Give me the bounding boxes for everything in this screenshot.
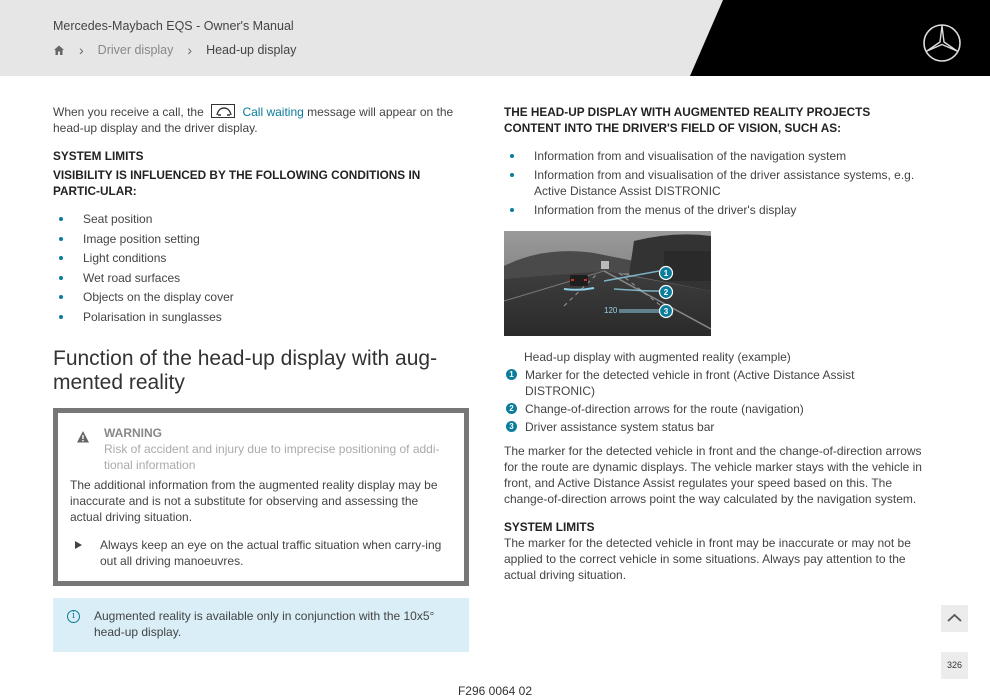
intro-text-before: When you receive a call, the [53, 105, 204, 119]
intro-paragraph [53, 104, 469, 136]
legend-text: Driver assistance system status bar [525, 420, 715, 434]
chevron-right-icon: › [79, 42, 84, 58]
conditions-list [53, 211, 469, 325]
visibility-heading: VISIBILITY IS INFLUENCED BY THE FOLLOWING CONDITIONS IN PARTIC-ULAR: [53, 168, 421, 198]
description-paragraph: The marker for the detected vehicle in front and the change-of-direction arrows for the route are dynamic displays. The vehicle marker stays with the vehicle in front, and Active Distance Assist regulates your speed based on this. The change-of-direction arrows point the way calculated by the navigation system. [504, 444, 922, 506]
warning-subtitle: Risk of accident and injury due to imprecise positioning of addi-tional information [104, 441, 440, 472]
left-column [53, 104, 469, 652]
document-title: Mercedes-Maybach EQS - Owner's Manual [53, 19, 294, 33]
warning-box [53, 408, 469, 586]
system-limits-paragraph: The marker for the detected vehicle in front may be inaccurate or may not be applied to the correct vehicle in some situations. Always pay attention to the actual driving situation. [504, 536, 911, 582]
list-item: Information from and visualisation of the navigation system [504, 148, 924, 164]
warning-action [70, 537, 450, 569]
warning-triangle-icon [76, 430, 90, 444]
image-caption: Head-up display with augmented reality (example) [524, 350, 791, 364]
phone-icon [211, 104, 235, 118]
legend-item [504, 367, 924, 399]
section-heading: Function of the head-up display with aug-mented reality [53, 346, 438, 394]
projects-list [504, 148, 924, 218]
list-item: Seat position [53, 211, 469, 227]
warning-header [70, 425, 450, 473]
warning-action-text: Always keep an eye on the actual traffic situation when carry-ing out all driving manoeuvres. [100, 537, 442, 568]
list-item: Information from the menus of the driver's display [504, 202, 924, 218]
legend-text: Change-of-direction arrows for the route (navigation) [525, 402, 804, 416]
warning-title: WARNING [104, 425, 162, 440]
image-legend [504, 367, 924, 435]
home-icon[interactable] [53, 44, 65, 56]
info-note-text: Augmented reality is available only in conjunction with the 10x5° head-up display. [94, 608, 435, 639]
chevron-right-icon: › [187, 42, 193, 58]
intro-text-after: message will appear on the head-up display and the driver display. [53, 105, 454, 135]
list-item: Polarisation in sunglasses [53, 309, 469, 325]
svg-text:2: 2 [663, 288, 669, 297]
number-badge-icon: 1 [506, 369, 517, 380]
number-badge-icon: 3 [506, 421, 517, 432]
projects-heading: THE HEAD-UP DISPLAY WITH AUGMENTED REALITY PROJECTS CONTENT INTO THE DRIVER'S FIELD OF VISION, SUCH AS: [504, 105, 871, 135]
call-waiting-link[interactable]: Call waiting [242, 105, 304, 119]
legend-text: Marker for the detected vehicle in front (Active Distance Assist DISTRONIC) [525, 368, 855, 398]
head-up-display-image [504, 231, 711, 336]
info-note [53, 598, 469, 652]
right-column [504, 104, 924, 583]
list-item: Information from and visualisation of the driver assistance systems, e.g. Active Distance Assist DISTRONIC [504, 167, 924, 199]
info-icon: i [67, 610, 80, 623]
svg-text:1: 1 [663, 269, 669, 278]
breadcrumb [53, 42, 296, 58]
breadcrumb-head-up-display: Head-up display [206, 43, 297, 57]
svg-text:3: 3 [663, 307, 669, 316]
list-item: Light conditions [53, 250, 469, 266]
number-badge-icon: 2 [506, 403, 517, 414]
legend-item [504, 401, 924, 417]
warning-body: The additional information from the augmented reality display may be inaccurate and is not a substitute for observing and assessing the actual driving situation. [70, 477, 438, 524]
hud-speed-text: 120 [604, 306, 618, 315]
list-item: Image position setting [53, 231, 469, 247]
image-reference-code: F296 0064 02 [457, 684, 533, 698]
breadcrumb-driver-display[interactable]: Driver display [97, 43, 174, 57]
action-arrow-icon [75, 541, 82, 549]
page-number-button[interactable]: 326 [941, 652, 968, 679]
system-limits-heading: SYSTEM LIMITS [53, 149, 144, 163]
system-limits-heading-right: SYSTEM LIMITS [504, 520, 595, 534]
page-header [0, 0, 990, 76]
chevron-up-icon [941, 605, 968, 632]
legend-item [504, 419, 924, 435]
scroll-to-top-button[interactable] [941, 605, 968, 632]
list-item: Wet road surfaces [53, 270, 469, 286]
mercedes-star-logo-icon [922, 23, 962, 63]
list-item: Objects on the display cover [53, 289, 469, 305]
